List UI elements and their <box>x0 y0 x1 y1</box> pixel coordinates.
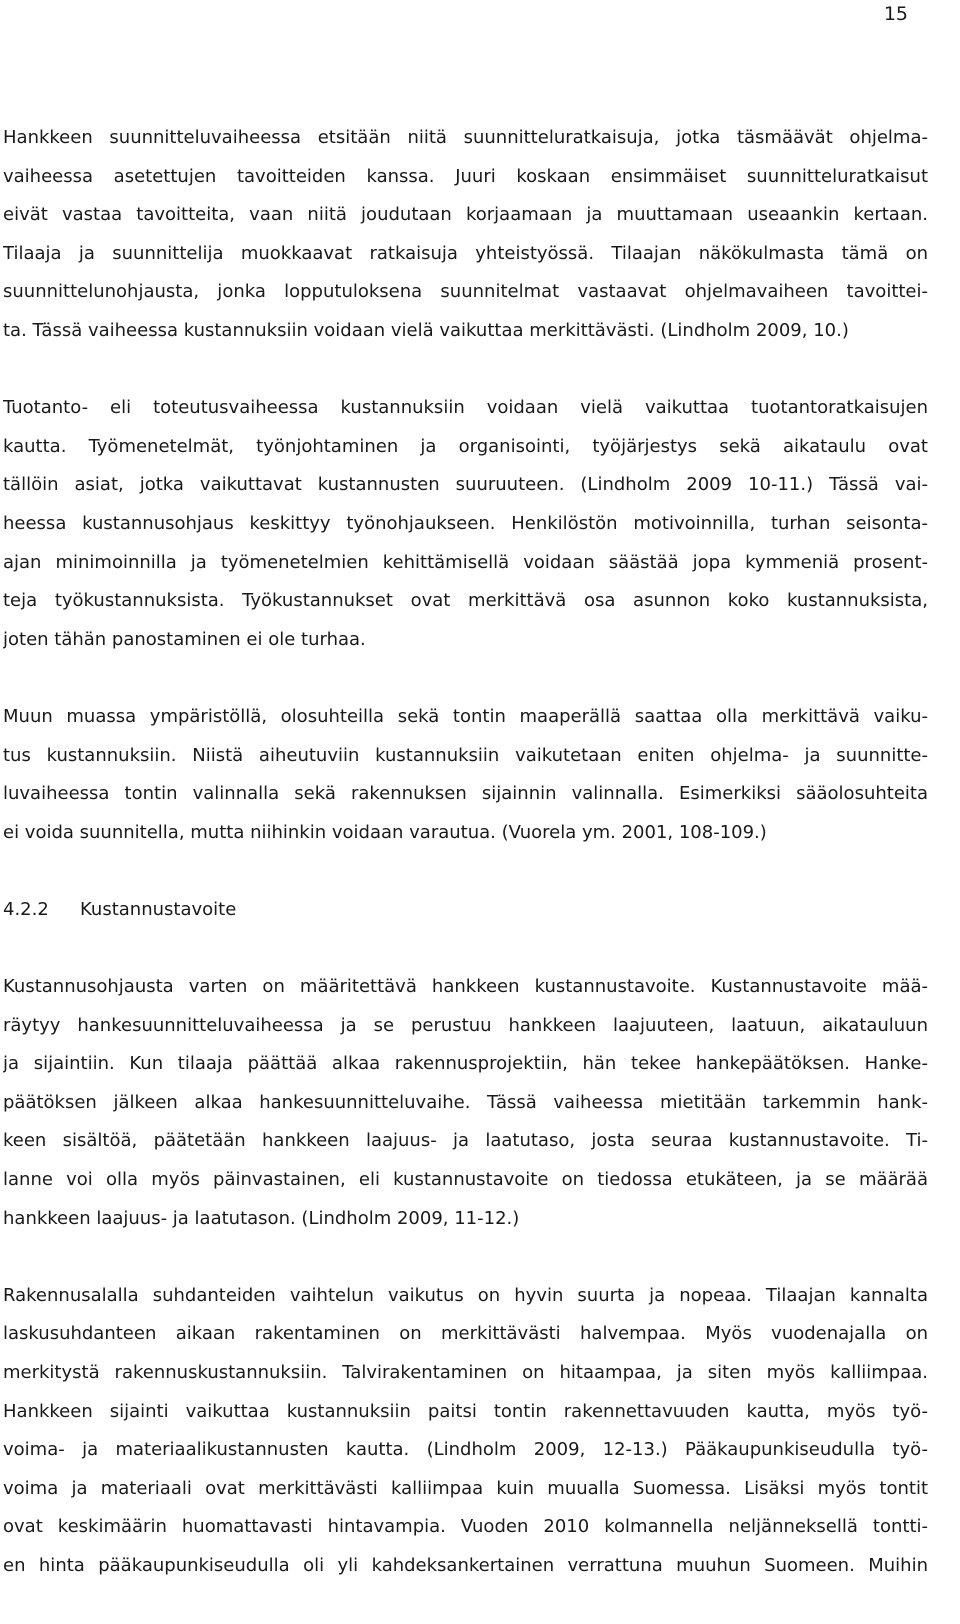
text-line: en hinta pääkaupunkiseudulla oli yli kahdeksankertainen verrattuna muuhun Suomeen. Muihin <box>3 1554 928 1576</box>
paragraph-suhdanteet <box>3 1277 928 1586</box>
text-line: tus kustannuksiin. Niistä aiheutuviin kustannuksiin vaikutetaan eniten ohjelma- ja suunnitte- <box>3 744 928 766</box>
text-line: Muun muassa ympäristöllä, olosuhteilla sekä tontin maaperällä saattaa olla merkittävä vaiku- <box>3 705 928 727</box>
text-line: merkitystä rakennuskustannuksiin. Talvirakentaminen on hitaampaa, ja siten myös kalliimpaa. <box>3 1362 928 1383</box>
text-line: päätöksen jälkeen alkaa hankesuunnitteluvaihe. Tässä vaiheessa mietitään tarkemmin hank- <box>3 1091 928 1113</box>
text-line: joten tähän panostaminen ei ole turhaa. <box>3 628 366 650</box>
paragraph-toteutusvaihe <box>3 389 928 659</box>
text-line: Tuotanto- eli toteutusvaiheessa kustannuksiin voidaan vielä vaikuttaa tuotantoratkaisujen <box>3 397 928 419</box>
text-line: eivät vastaa tavoitteita, vaan niitä joudutaan korjaamaan ja muuttamaan useaankin kertaan. <box>3 204 928 226</box>
text-line: voima- ja materiaalikustannusten kautta. (Lindholm 2009, 12-13.) Pääkaupunkiseudulla työ- <box>3 1439 928 1461</box>
text-line: Hankkeen sijainti vaikuttaa kustannuksiin paitsi tontin rakennettavuuden kautta, myös työ- <box>3 1400 928 1422</box>
section-title: Kustannustavoite <box>80 898 237 920</box>
text-line: tällöin asiat, jotka vaikuttavat kustannusten suuruuteen. (Lindholm 2009 10-11.) Tässä vai- <box>3 474 928 496</box>
paragraph-suunnitteluvaihe <box>3 119 928 351</box>
text-line: luvaiheessa tontin valinnalla sekä rakennuksen sijainnin valinnalla. Esimerkiksi sääolosuhteita <box>3 783 928 805</box>
text-line: vaiheessa asetettujen tavoitteiden kanssa. Juuri koskaan ensimmäiset suunnitteluratkaisut <box>3 165 928 187</box>
text-line: lanne voi olla myös päinvastainen, eli kustannustavoite on tiedossa etukäteen, ja se määrää <box>3 1169 928 1191</box>
paragraph-kustannustavoite <box>3 968 928 1238</box>
text-line: ja sijaintiin. Kun tilaaja päättää alkaa rakennusprojektiin, hän tekee hankepäätöksen. Hanke- <box>3 1053 928 1075</box>
text-line: ta. Tässä vaiheessa kustannuksiin voidaan vielä vaikuttaa merkittävästi. (Lindholm 2009, 10.) <box>3 319 849 341</box>
text-line: suunnittelunohjausta, jonka lopputuloksena suunnitelmat vastaavat ohjelmavaiheen tavoittei- <box>3 281 928 303</box>
text-line: voima ja materiaali ovat merkittävästi kalliimpaa kuin muualla Suomessa. Lisäksi myös tontit <box>3 1477 928 1499</box>
section-heading <box>3 891 928 930</box>
text-line: räytyy hankesuunnitteluvaiheessa ja se perustuu hankkeen laajuuteen, laatuun, aikatauluun <box>3 1014 928 1036</box>
page-number: 15 <box>883 3 908 25</box>
text-line: heessa kustannusohjaus keskittyy työnohjaukseen. Henkilöstön motivoinnilla, turhan seisonta- <box>3 512 928 534</box>
paragraph-ymparisto <box>3 698 928 852</box>
section-number: 4.2.2 <box>3 898 49 920</box>
document-body <box>3 119 928 1624</box>
text-line: Kustannusohjausta varten on määritettävä hankkeen kustannustavoite. Kustannustavoite mää- <box>3 976 928 998</box>
text-line: Tilaaja ja suunnittelija muokkaavat ratkaisuja yhteistyössä. Tilaajan näkökulmasta tämä on <box>3 242 928 264</box>
text-line: ei voida suunnitella, mutta niihinkin voidaan varautua. (Vuorela ym. 2001, 108-109.) <box>3 821 767 843</box>
text-line: laskusuhdanteen aikaan rakentaminen on merkittävästi halvempaa. Myös vuodenajalla on <box>3 1323 928 1345</box>
text-line: hankkeen laajuus- ja laatutason. (Lindholm 2009, 11-12.) <box>3 1207 520 1229</box>
text-line: ajan minimoinnilla ja työmenetelmien kehittämisellä voidaan säästää jopa kymmeniä prosent- <box>3 551 928 573</box>
text-line: Hankkeen suunnitteluvaiheessa etsitään niitä suunnitteluratkaisuja, jotka täsmäävät ohjelma- <box>3 127 928 148</box>
text-line: Rakennusalalla suhdanteiden vaihtelun vaikutus on hyvin suurta ja nopeaa. Tilaajan kannalta <box>3 1284 928 1306</box>
text-line: ovat keskimäärin huomattavasti hintavampia. Vuoden 2010 kolmannella neljänneksellä tontti- <box>3 1516 928 1538</box>
text-line: teja työkustannuksista. Työkustannukset ovat merkittävä osa asunnon koko kustannuksista, <box>3 590 928 612</box>
text-line: kautta. Työmenetelmät, työnjohtaminen ja organisointi, työjärjestys sekä aikataulu ovat <box>3 435 928 457</box>
text-line: keen sisältöä, päätetään hankkeen laajuus- ja laatutaso, josta seuraa kustannustavoite. Ti- <box>3 1130 928 1152</box>
